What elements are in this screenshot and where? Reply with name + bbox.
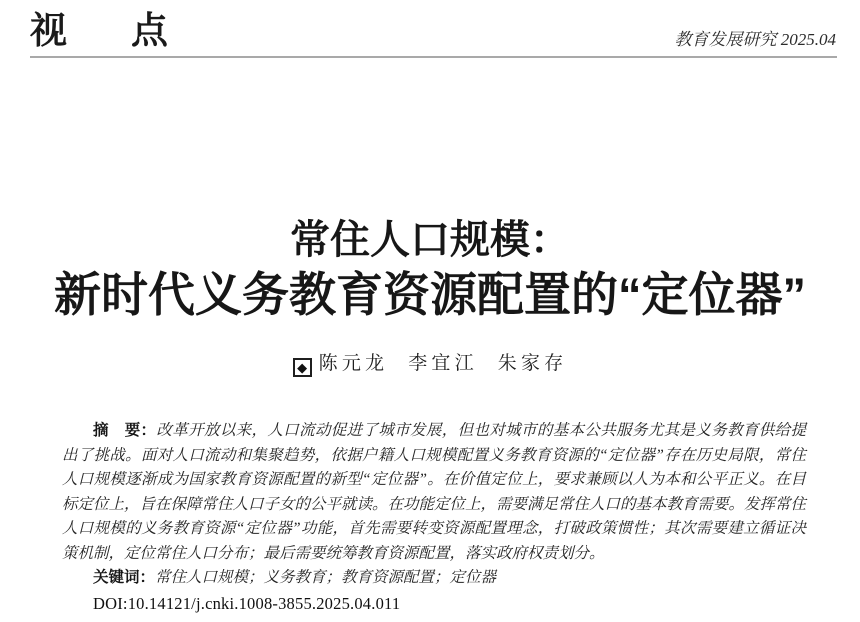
author-name: 陈元龙 xyxy=(318,353,389,374)
header-rule xyxy=(30,56,837,58)
diamond-glyph: ◆ xyxy=(297,360,308,375)
masthead xyxy=(30,12,836,53)
keywords-text: 常住人口规模；义务教育；教育资源配置；定位器 xyxy=(155,569,497,586)
article-title-line-1: 常住人口规模： xyxy=(290,218,570,262)
author-name: 朱家存 xyxy=(497,353,568,374)
author-name: 李宜江 xyxy=(408,353,478,374)
keywords-label: 关键词： xyxy=(93,569,156,586)
section-title-char: 点 xyxy=(131,11,168,52)
article-title xyxy=(0,217,860,322)
doi-line: DOI:10.14121/j.cnki.1008-3855.2025.04.011 xyxy=(93,594,401,613)
article-title-line-2: 新时代义务教育资源配置的“定位器” xyxy=(54,268,806,321)
abstract xyxy=(62,419,806,566)
keywords-line xyxy=(62,566,806,591)
section-title-char: 视 xyxy=(30,11,67,52)
diamond-in-square-icon xyxy=(293,358,312,377)
authors-line xyxy=(0,348,860,377)
abstract-label: 摘 要： xyxy=(93,422,157,439)
journal-issue: 教育发展研究 2025.04 xyxy=(674,29,836,49)
abstract-text: 改革开放以来，人口流动促进了城市发展，但也对城市的基本公共服务尤其是义务教育供给提出了挑战。面对人口流动和集聚趋势，依据户籍人口规模配置义务教育资源的“定位器”存在历史局限，常住人口规模逐渐成为国家教育资源配置的新型“定位器”。在价值定位上，要求兼顾以人为本和公平正义。在目标定位上，旨在保障常住人口子女的公平就读。在功能定位上，需要满足常住人口的基本教育需要。发挥常住人口规模的义务教育资源“定位器”功能，首先需要转变资源配置理念，打破政策惯性；其次需要建立循证决策机制，定位常住人口分布；最后需要统筹教育资源配置，落实政府权责划分。 xyxy=(62,422,807,562)
section-title xyxy=(30,12,168,53)
